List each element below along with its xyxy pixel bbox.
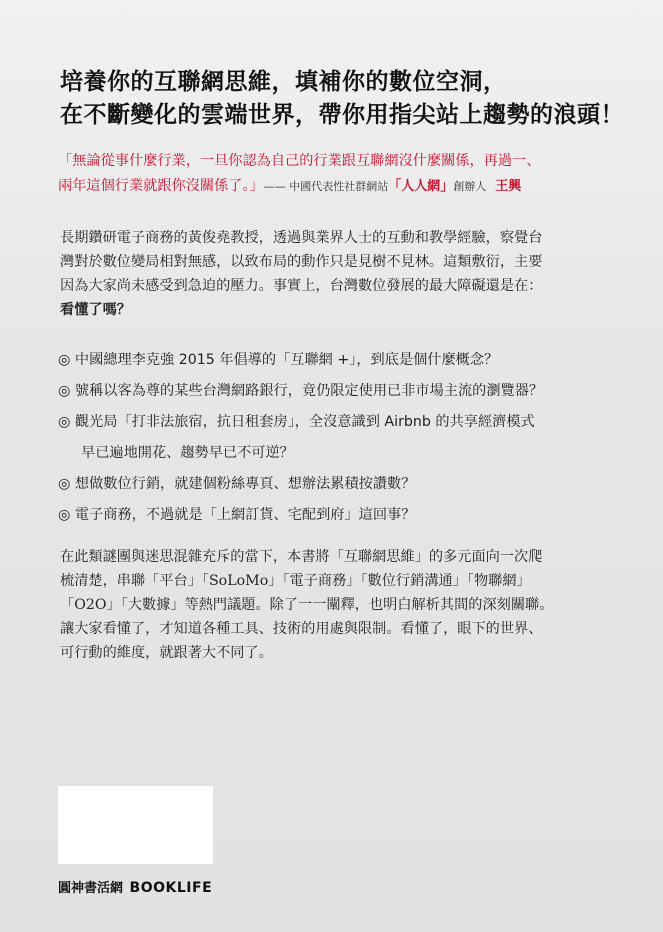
quote-attribution-site: 「人人網」 [388,179,454,194]
quote-line-1: 「無論從事什麼行業，一旦你認為自己的行業跟互聯網沒什麼關係，再過一、 [58,153,541,169]
summary-line-2: 梳清楚，串聯「平台」「SoLoMo」「電子商務」「數位行銷溝通」「物聯網」 [60,573,531,589]
quote-line-2 [58,174,618,199]
summary-paragraph [60,545,615,665]
question-item-2: ◎ 號稱以客為尊的某些台灣網路銀行，竟仍限定使用已非市場主流的瀏覽器？ [58,383,544,399]
question-item-5: ◎ 電子商務，不過就是「上網訂貨、宅配到府」這回事？ [58,507,416,523]
summary-line-1: 在此類謎團與迷思混雜充斥的當下，本書將「互聯網思維」的多元面向一次爬 [60,549,543,565]
headline-line-1: 培養你的互聯網思維，填補你的數位空洞， [60,69,507,95]
quote-attribution-name: 王興 [495,179,522,194]
question-item-3-continued: 早已遍地開花、趨勢早已不可逆？ [81,445,294,461]
intro-emphasis: 看懂了嗎？ [60,302,131,318]
summary-line-5: 可行動的維度，就跟著大不同了。 [60,645,273,661]
quote-attribution-prefix: —— 中國代表性社群網站 [263,180,389,193]
intro-paragraph [60,226,615,322]
question-item-3: ◎ 觀光局「打非法旅宿，抗日租套房」，全沒意識到 Airbnb 的共享經濟模式 [58,414,535,430]
intro-line-2: 灣對於數位變局相對無感，以致布局的動作只是見樹不見林。這類敷衍，主要 [60,254,543,270]
publisher-english-name: BOOKLIFE [129,880,213,896]
intro-line-3: 因為大家尚未感受到急迫的壓力。事實上，台灣數位發展的最大障礙還是在： [60,278,543,294]
publisher-logo [58,877,212,896]
summary-line-4: 讓大家看懂了，才知道各種工具、技術的用處與限制。看懂了，眼下的世界、 [60,621,543,637]
barcode-placeholder-box [58,786,213,864]
summary-line-3: 「O2O」「大數據」等熱門議題。除了一一闡釋，也明白解析其間的深刻關聯。 [60,597,554,613]
headline-line-2: 在不斷變化的雲端世界，帶你用指尖站上趨勢的浪頭！ [60,102,624,128]
quote-line-2-text: 兩年這個行業就跟你沒關係了。」 [58,178,264,194]
publisher-chinese-name: 圓神書活網 [58,881,124,896]
headline [60,66,624,132]
question-list [58,345,618,531]
pull-quote [58,149,618,199]
intro-line-1: 長期鑽研電子商務的黃俊堯教授，透過與業界人士的互動和教學經驗，察覺台 [60,230,543,246]
question-item-4: ◎ 想做數位行銷，就建個粉絲專頁、想辦法累積按讚數？ [58,476,416,492]
question-item-1: ◎ 中國總理李克強 2015 年倡導的「互聯網 +」，到底是個什麼概念？ [58,352,499,368]
quote-attribution-role: 創辦人 [453,180,487,193]
